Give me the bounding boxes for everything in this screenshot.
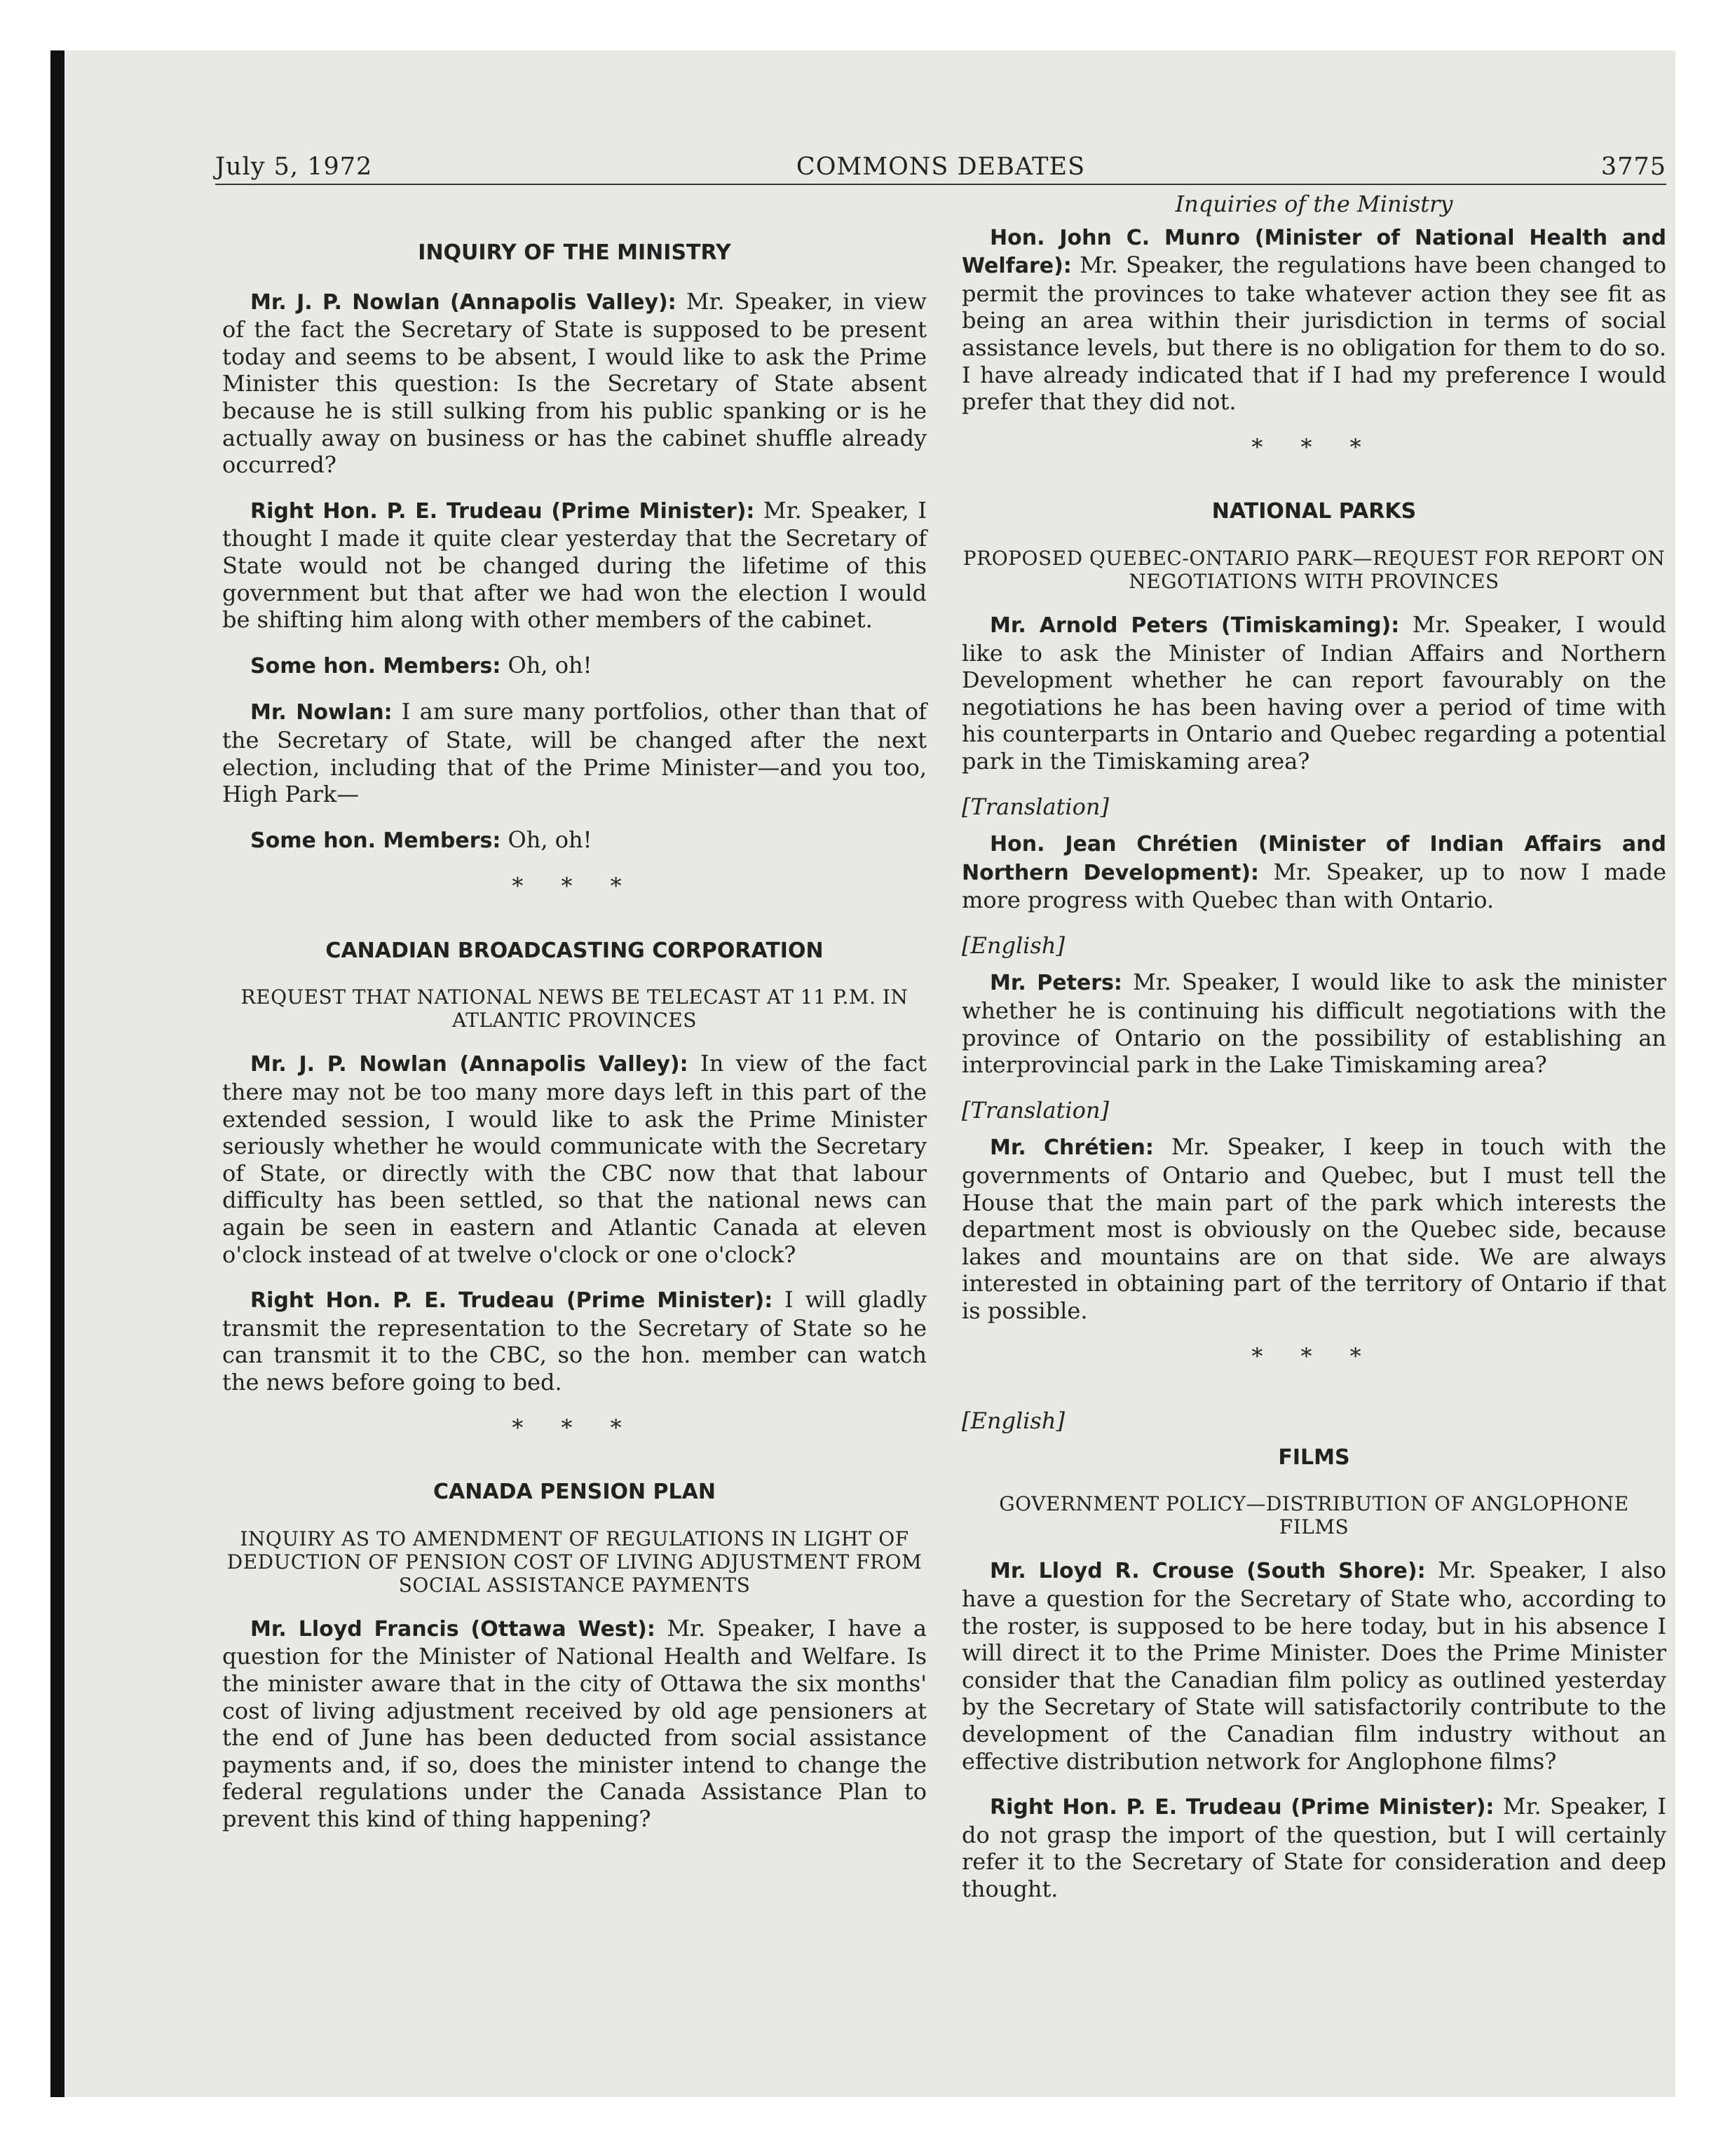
- section-separator: * * *: [512, 1414, 637, 1441]
- speaker-name: Right Hon. P. E. Trudeau (Prime Minister):: [250, 1288, 773, 1314]
- speaker-name: Right Hon. P. E. Trudeau (Prime Minister):: [990, 1795, 1495, 1820]
- speaker-name: Mr. Lloyd R. Crouse (South Shore):: [990, 1559, 1426, 1584]
- speech-text: Mr. Speaker, I would like to ask the Minister of Indian Affairs and Northern Development whether he can report favourably on the negotiations he has been having over a period of time with his counterparts in Ontario and Quebec regarding a potential park in the Timiskaming area?: [962, 610, 1666, 775]
- speech-text: Mr. Speaker, up to now I made more progress with Quebec than with Ontario.: [962, 858, 1667, 914]
- speaker-name: Mr. Arnold Peters (Timiskaming):: [990, 613, 1400, 638]
- scanned-page: [50, 50, 1675, 2097]
- speech-text: Oh, oh!: [501, 651, 592, 678]
- left-top-spacer: [222, 191, 927, 240]
- section-subheading-pension: INQUIRY AS TO AMENDMENT OF REGULATIONS IN LIGHT OF DEDUCTION OF PENSION COST OF LIVING ADJUSTMENT FROM SOCIAL ASSISTANCE PAYMENTS: [226, 1527, 923, 1597]
- speaker-name: Mr. Chrétien:: [990, 1135, 1154, 1161]
- header-date: July 5, 1972: [215, 153, 373, 181]
- speech-text: Mr. Speaker, in view of the fact the Secretary of State is supposed to be present today and seems to be absent, I would like to ask the Prime Minister this question: Is the Secretary of State absent because he is still sulking from his public spanking or is he actually away on business or has the cabinet shuffle already occurred?: [222, 287, 927, 479]
- speaker-name: Some hon. Members:: [250, 653, 501, 678]
- section-heading-films: FILMS: [1278, 1445, 1350, 1470]
- speech-text: Oh, oh!: [501, 826, 592, 853]
- hansard-page: [215, 149, 1667, 1902]
- header-page-number: 3775: [1600, 153, 1666, 181]
- left-column: [222, 191, 927, 1851]
- speaker-name: Right Hon. P. E. Trudeau (Prime Minister):: [250, 498, 755, 524]
- speaker-name: Hon. Jean Chrétien (Minister of Indian Affairs and Northern Development):: [962, 832, 1666, 885]
- speaker-name: Mr. J. P. Nowlan (Annapolis Valley):: [250, 289, 676, 315]
- paragraph: [962, 224, 1666, 416]
- section-subheading-films: GOVERNMENT POLICY—DISTRIBUTION OF ANGLOPHONE FILMS: [999, 1492, 1629, 1539]
- speaker-name: Mr. Lloyd Francis (Ottawa West):: [250, 1616, 655, 1642]
- paragraph: [222, 1286, 927, 1396]
- speech-text: I am sure many portfolios, other than that of the Secretary of State, will be changed after the next election, including that of the Prime Minister—and you too, High Park—: [222, 698, 927, 808]
- speaker-name: Mr. J. P. Nowlan (Annapolis Valley):: [250, 1052, 688, 1077]
- speech-text: Mr. Speaker, I thought I made it quite clear yesterday that the Secretary of State would not be changed during the lifetime of this government but that after we had won the election I would be shifting him along with other members of the cabinet.: [222, 496, 927, 634]
- paragraph: [962, 830, 1666, 914]
- speech-text: In view of the fact there may not be too many more days left in this part of the extended session, I would like to ask the Prime Minister seriously whether he would communicate with the Secretary of State, or directly with the CBC now that that labour difficulty has been settled, so that the national news can again be seen in eastern and Atlantic Canada at eleven o'clock instead of at twelve o'clock or one o'clock?: [222, 1050, 927, 1268]
- speech-text: Mr. Speaker, I would like to ask the minister whether he is continuing his difficult negotiations with the province of Ontario on the possibility of establishing an interprovincial park in the Lake Timiskaming area?: [962, 969, 1666, 1079]
- right-column: [962, 191, 1666, 1921]
- speaker-name: Hon. John C. Munro (Minister of National Health and Welfare):: [962, 225, 1666, 279]
- speech-text: Mr. Speaker, I keep in touch with the governments of Ontario and Quebec, but I must tell the House that the main part of the park which interests the department most is obviously on the Quebec side, because lakes and mountains are on that side. We are always interested in obtaining part of the territory of Ontario if that is possible.: [962, 1133, 1667, 1324]
- running-header: [215, 149, 1666, 185]
- section-subheading-parks: PROPOSED QUEBEC-ONTARIO PARK—REQUEST FOR REPORT ON NEGOTIATIONS WITH PROVINCES: [962, 546, 1666, 593]
- language-marker: [English]: [962, 932, 1065, 959]
- paragraph: [222, 826, 927, 855]
- paragraph: [962, 1793, 1666, 1902]
- speech-text: Mr. Speaker, I also have a question for the Secretary of State who, according to the roster, is supposed to be here today, but in his absence I will direct it to the Prime Minister. Does the Prime Minister consider that the Canadian film policy as outlined yesterday by the Secretary of State will satisfactorily contribute to the development of the Canadian film industry without an effective distribution network for Anglophone films?: [962, 1557, 1667, 1775]
- speech-text: Mr. Speaker, the regulations have been changed to permit the provinces to take whatever action they see fit as being an area within their jurisdiction in terms of social assistance levels, but there is no obligation for them to do so. I have already indicated that if I had my preference I would prefer that they did not.: [962, 252, 1666, 416]
- section-heading-parks: NATIONAL PARKS: [1211, 499, 1417, 524]
- paragraph: [962, 969, 1666, 1078]
- speaker-name: Some hon. Members:: [250, 828, 501, 853]
- speech-text: I will gladly transmit the representation to the Secretary of State so he can transmit it to the CBC, so the hon. member can watch the news before going to bed.: [222, 1286, 927, 1396]
- subject-running-head: Inquiries of the Ministry: [1175, 191, 1453, 217]
- section-separator: * * *: [1251, 433, 1377, 460]
- section-separator: * * *: [512, 873, 637, 900]
- paragraph: [222, 698, 927, 807]
- paragraph: [222, 652, 927, 681]
- paragraph: [222, 1615, 927, 1833]
- language-marker: [English]: [962, 1407, 1065, 1435]
- speaker-name: Mr. Peters:: [990, 971, 1122, 996]
- paragraph: [962, 1133, 1666, 1324]
- section-heading-inquiry: INQUIRY OF THE MINISTRY: [418, 240, 731, 265]
- paragraph: [222, 288, 927, 479]
- language-marker: [Translation]: [962, 1096, 1109, 1124]
- speech-text: Mr. Speaker, I do not grasp the import of the question, but I will certainly refer it to the Secretary of State for consideration and deep thought.: [962, 1793, 1667, 1902]
- section-heading-cbc: CANADIAN BROADCASTING CORPORATION: [325, 938, 824, 963]
- speaker-name: Mr. Nowlan:: [250, 700, 393, 725]
- paragraph: [222, 497, 927, 634]
- paragraph: [962, 1557, 1666, 1775]
- header-title: COMMONS DEBATES: [796, 153, 1086, 181]
- language-marker: [Translation]: [962, 793, 1109, 820]
- paragraph: [962, 611, 1666, 775]
- section-heading-pension: CANADA PENSION PLAN: [433, 1480, 716, 1505]
- paragraph: [222, 1050, 927, 1268]
- speech-text: Mr. Speaker, I have a question for the Minister of National Health and Welfare. Is the minister aware that in the city of Ottawa the six months' cost of living adjustment received by old age pensioners at the end of June has been deducted from social assistance payments and, if so, does the minister intend to change the federal regulations under the Canada Assistance Plan to prevent this kind of thing happening?: [222, 1614, 927, 1832]
- section-separator: * * *: [1251, 1342, 1377, 1370]
- section-subheading-cbc: REQUEST THAT NATIONAL NEWS BE TELECAST AT 11 P.M. IN ATLANTIC PROVINCES: [240, 985, 909, 1032]
